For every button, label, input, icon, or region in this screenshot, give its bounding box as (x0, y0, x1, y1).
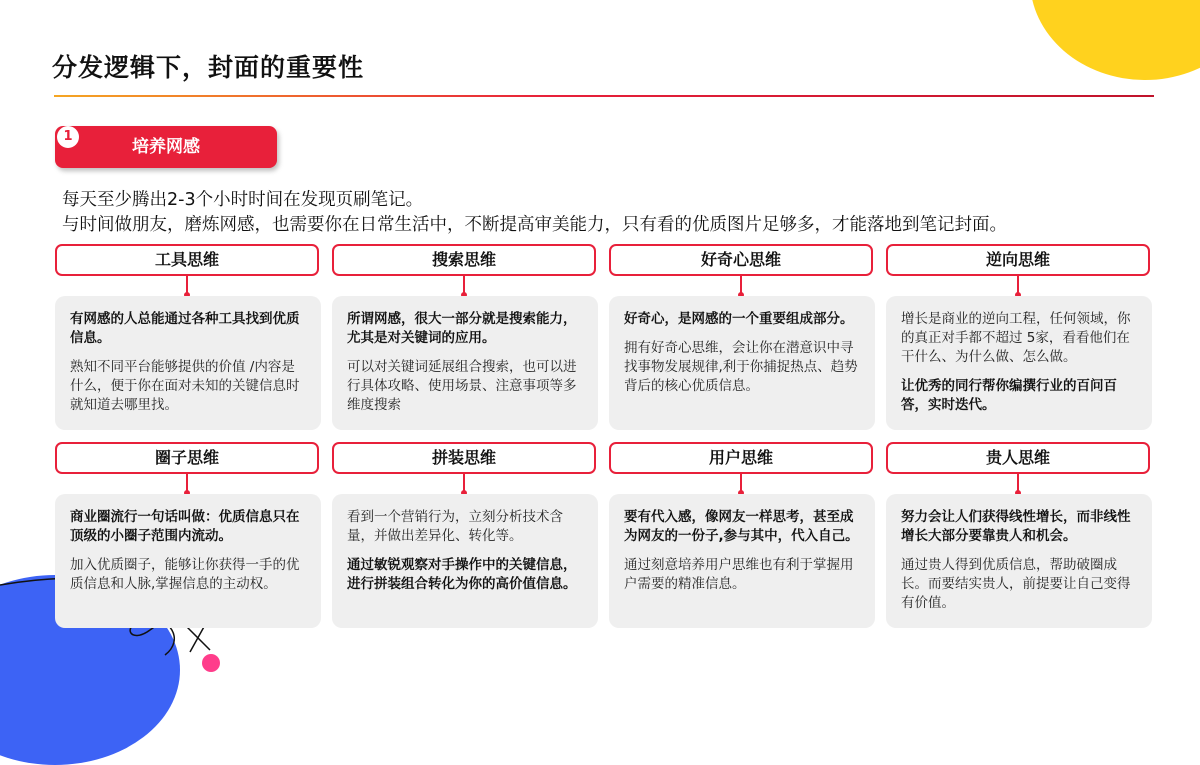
intro-line-2: 与时间做朋友，磨炼网感，也需要你在日常生活中，不断提高审美能力，只有看的优质图片足够多，才能落地到笔记封面。 (62, 215, 1007, 235)
card-body (886, 296, 1152, 430)
card-paragraph: 加入优质圈子，能够让你获得一手的优质信息和人脉,掌握信息的主动权。 (70, 557, 300, 592)
card-paragraph: 通过贵人得到优质信息，帮助破圈成长。而要结实贵人，前提要让自己变得有价值。 (901, 557, 1131, 611)
card-paragraph: 增长是商业的逆向工程，任何领域，你的真正对手都不超过 5家，看看他们在干什么、为什么做、怎么做。 (901, 311, 1131, 365)
card-paragraph: 熟知不同平台能够提供的价值 /内容是什么，便于你在面对未知的关键信息时就知道去哪里找。 (70, 359, 300, 413)
card-body (609, 494, 875, 628)
card-paragraph: 通过刻意培养用户思维也有利于掌握用户需要的精准信息。 (624, 557, 854, 592)
section-number: 1 (57, 126, 79, 148)
card-body (886, 494, 1152, 628)
section-badge (55, 126, 277, 168)
intro-line-1: 每天至少腾出2-3个小时时间在发现页刷笔记。 (62, 190, 424, 210)
card-paragraph: 看到一个营销行为，立刻分析技术含量，并做出差异化、转化等。 (347, 509, 563, 544)
card-title: 工具思维 (55, 244, 319, 276)
card-body (332, 494, 598, 628)
card-body (55, 494, 321, 628)
card-body (609, 296, 875, 430)
decorative-yellow-circle (1030, 0, 1200, 80)
card-paragraph: 拥有好奇心思维，会让你在潜意识中寻找事物发展规律,利于你捕捉热点、趋势背后的核心优质信息。 (624, 340, 858, 394)
card-title: 搜索思维 (332, 244, 596, 276)
card-paragraph: 要有代入感，像网友一样思考，甚至成为网友的一份子,参与其中，代入自己。 (624, 509, 859, 544)
section-badge-label: 培养网感 (132, 137, 200, 157)
decorative-pink-dot (202, 654, 220, 672)
card-paragraph: 有网感的人总能通过各种工具找到优质信息。 (70, 311, 300, 346)
card-paragraph: 可以对关键词延展组合搜索，也可以进行具体攻略、使用场景、注意事项等多维度搜索 (347, 359, 577, 413)
card-title: 用户思维 (609, 442, 873, 474)
card-title: 拼装思维 (332, 442, 596, 474)
card-paragraph: 努力会让人们获得线性增长，而非线性增长大部分要靠贵人和机会。 (901, 509, 1131, 544)
card-title: 逆向思维 (886, 244, 1150, 276)
card-body (55, 296, 321, 430)
page-title: 分发逻辑下，封面的重要性 (52, 53, 365, 82)
card-paragraph: 通过敏锐观察对手操作中的关键信息，进行拼装组合转化为你的高价值信息。 (347, 557, 577, 592)
card-title: 圈子思维 (55, 442, 319, 474)
card-paragraph: 所谓网感，很大一部分就是搜索能力，尤其是对关键词的应用。 (347, 311, 577, 346)
card-title: 好奇心思维 (609, 244, 873, 276)
card-paragraph: 商业圈流行一句话叫做：优质信息只在顶级的小圈子范围内流动。 (70, 509, 300, 544)
card-title: 贵人思维 (886, 442, 1150, 474)
card-paragraph: 让优秀的同行帮你编撰行业的百问百答，实时迭代。 (901, 378, 1117, 413)
title-divider (54, 95, 1154, 97)
card-paragraph: 好奇心，是网感的一个重要组成部分。 (624, 311, 854, 327)
card-body (332, 296, 598, 430)
